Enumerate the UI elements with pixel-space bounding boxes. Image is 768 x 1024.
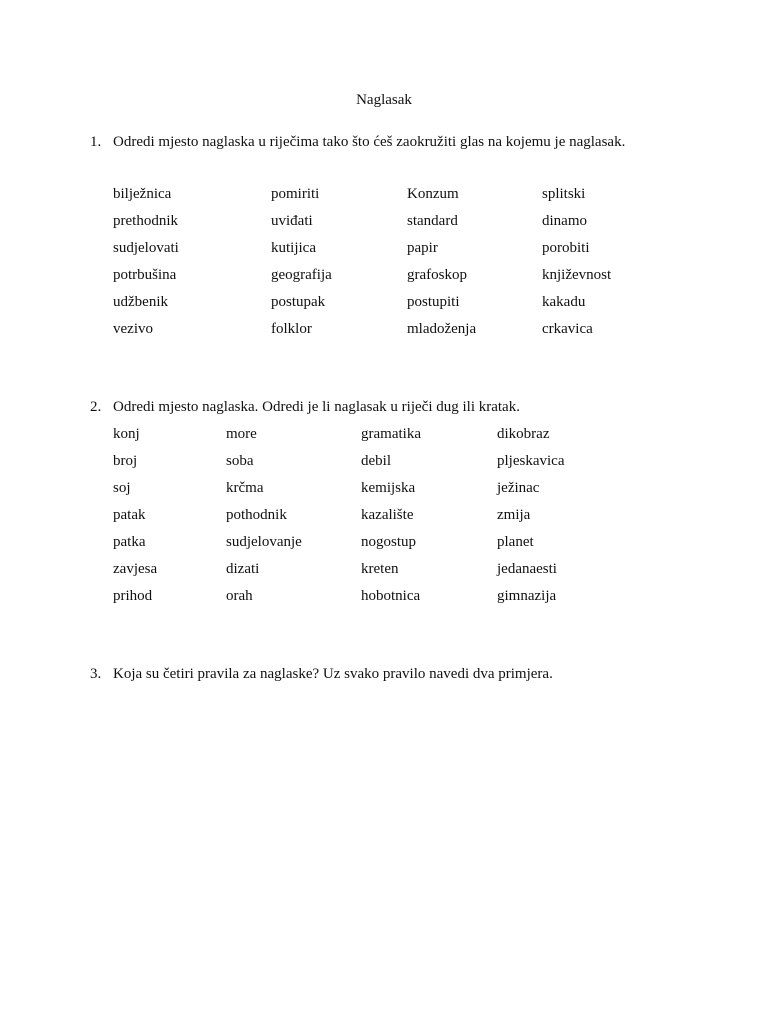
word: orah bbox=[226, 588, 253, 604]
word: prethodnik bbox=[113, 213, 178, 229]
word: dizati bbox=[226, 561, 260, 577]
word: soba bbox=[226, 453, 254, 469]
word: dikobraz bbox=[497, 426, 550, 442]
word: uviđati bbox=[271, 213, 313, 229]
word: patka bbox=[113, 534, 146, 550]
word: crkavica bbox=[542, 321, 593, 337]
word: postupak bbox=[271, 294, 326, 310]
word: vezivo bbox=[113, 321, 153, 337]
word: zavjesa bbox=[113, 561, 158, 577]
word: geografija bbox=[271, 267, 332, 283]
word: splitski bbox=[542, 186, 586, 202]
word: konj bbox=[113, 426, 140, 442]
question-number: 1. bbox=[90, 134, 102, 150]
word: papir bbox=[407, 240, 438, 256]
word: pothodnik bbox=[226, 507, 287, 523]
word: planet bbox=[497, 534, 534, 550]
question-text: Odredi mjesto naglaska u riječima tako što ćeš zaokružiti glas na kojemu je naglasak. bbox=[113, 134, 626, 150]
word: pljeskavica bbox=[497, 453, 565, 469]
word: prihod bbox=[113, 588, 153, 604]
word: porobiti bbox=[542, 240, 590, 256]
word: debil bbox=[361, 453, 391, 469]
word: kazalište bbox=[361, 507, 414, 523]
question-3 bbox=[90, 666, 553, 683]
word: soj bbox=[113, 480, 131, 496]
word: gimnazija bbox=[497, 588, 557, 604]
word: nogostup bbox=[361, 534, 417, 550]
word: jedanaesti bbox=[497, 561, 557, 577]
word: kakadu bbox=[542, 294, 586, 310]
word: grafoskop bbox=[407, 267, 467, 283]
word: kreten bbox=[361, 561, 399, 577]
word: potrbušina bbox=[113, 267, 177, 283]
page-title: Naglasak bbox=[356, 92, 412, 108]
word: Konzum bbox=[407, 186, 459, 202]
word: krčma bbox=[226, 480, 264, 496]
word: ježinac bbox=[497, 480, 540, 496]
word: broj bbox=[113, 453, 138, 469]
question-number: 3. bbox=[90, 666, 102, 682]
word: hobotnica bbox=[361, 588, 421, 604]
word: pomiriti bbox=[271, 186, 320, 202]
word: kutijica bbox=[271, 240, 316, 256]
word: sudjelovati bbox=[113, 240, 179, 256]
word: more bbox=[226, 426, 257, 442]
word: gramatika bbox=[361, 426, 421, 442]
word: standard bbox=[407, 213, 458, 229]
word: književnost bbox=[542, 267, 612, 283]
question-text: Koja su četiri pravila za naglaske? Uz svako pravilo navedi dva primjera. bbox=[113, 666, 553, 682]
word: patak bbox=[113, 507, 146, 523]
word: kemijska bbox=[361, 480, 416, 496]
word: bilježnica bbox=[113, 186, 172, 202]
question-number: 2. bbox=[90, 399, 102, 415]
question-1 bbox=[90, 134, 625, 151]
word: mladoženja bbox=[407, 321, 477, 337]
word: postupiti bbox=[407, 294, 460, 310]
question-text: Odredi mjesto naglaska. Odredi je li naglasak u riječi dug ili kratak. bbox=[113, 399, 520, 415]
word: dinamo bbox=[542, 213, 587, 229]
question-2 bbox=[90, 399, 520, 416]
word: zmija bbox=[497, 507, 531, 523]
word: udžbenik bbox=[113, 294, 168, 310]
word: sudjelovanje bbox=[226, 534, 302, 550]
word: folklor bbox=[271, 321, 312, 337]
